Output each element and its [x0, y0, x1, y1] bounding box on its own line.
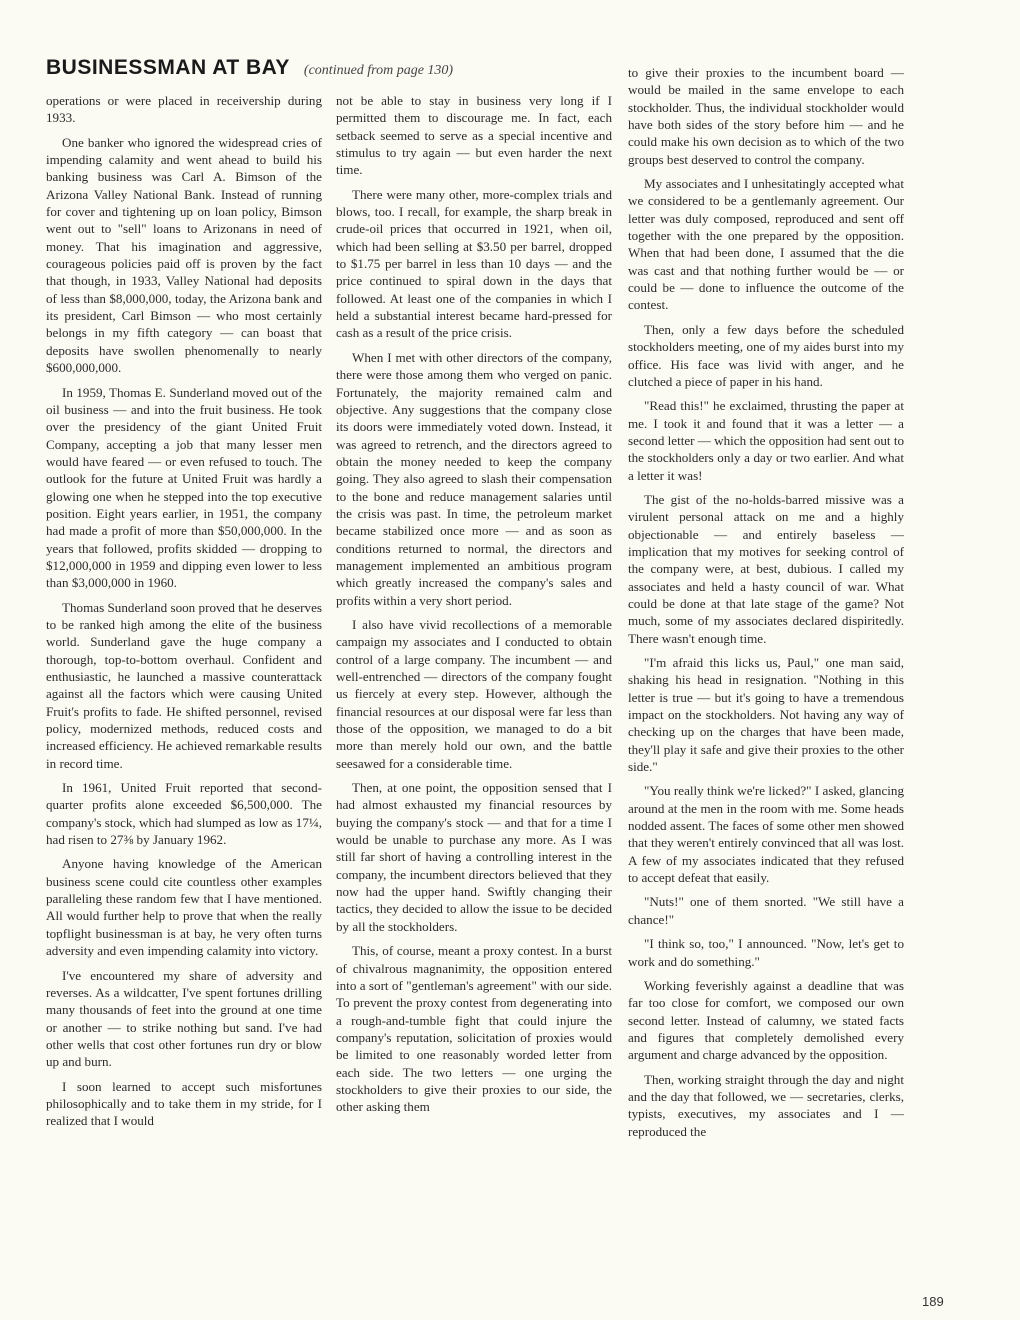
paragraph: "You really think we're licked?" I asked, glancing around at the men in the room with me. Some heads nodded assent. The faces of some other men showed that they weren't entirely convinced that all was lost. A few of my associates indicated that they refused to accept defeat that easily.	[628, 783, 904, 886]
article-header	[46, 56, 453, 80]
paragraph: "I'm afraid this licks us, Paul," one man said, shaking his head in resignation. "Nothing in this letter is true — but it's going to have a tremendous impact on the stockholders. Not having any way of checking up on the charges that have been made, they'll play it safe and give their proxies to the other side."	[628, 655, 904, 775]
paragraph: When I met with other directors of the company, there were those among them who verged on panic. Fortunately, the majority remained calm and objective. Any suggestions that the company close its doors were immediately voted down. Instead, it was agreed to retrench, and the directors agreed to obtain the money needed to keep the company going. They also agreed to slash their compensation to the bone and reduce management salaries until the crisis was past. In time, the petroleum market became stabilized once more — and as soon as conditions returned to normal, the directors and management implemented an ambitious program which greatly increased the company's sales and profits within a very short period.	[336, 349, 612, 608]
paragraph: This, of course, meant a proxy contest. In a burst of chivalrous magnanimity, the opposition entered into a sort of "gentleman's agreement" with our side. To prevent the proxy contest from degenerating into a rough-and-tumble fight that could injure the company's reputation, solicitation of proxies would be limited to one reasonably worded letter from each side. The two letters — one urging the stockholders to give their proxies to our side, the other asking them	[336, 943, 612, 1115]
text-column-1	[46, 92, 322, 1137]
continuation-note: (continued from page 130)	[303, 63, 454, 78]
paragraph: Then, working straight through the day and night and the day that followed, we — secretaries, clerks, typists, executives, my associates and I — reproduced the	[628, 1071, 904, 1139]
paragraph: I soon learned to accept such misfortunes philosophically and to take them in my stride, for I realized that I would	[46, 1078, 322, 1129]
paragraph: Thomas Sunderland soon proved that he deserves to be ranked high among the elite of the business world. Sunderland gave the huge company a thorough, top-to-bottom overhaul. Confident and enthusiastic, he launched a massive counterattack against all the factors which were causing United Fruit's profits to fade. He shifted personnel, revised policy, modernized methods, reduced costs and increased efficiency. He achieved remarkable results in record time.	[46, 599, 322, 771]
text-column-2	[336, 92, 612, 1123]
page-number: 189	[922, 1294, 944, 1309]
paragraph: "Nuts!" one of them snorted. "We still have a chance!"	[628, 894, 904, 927]
paragraph: My associates and I unhesitatingly accepted what we considered to be a gentlemanly agreement. Our letter was duly composed, reproduced and sent off together with the one prepared by the opposition. When that had been done, I assumed that the die was cast and that nothing further would be — or could be — done to influence the outcome of the contest.	[628, 176, 904, 313]
paragraph: I also have vivid recollections of a memorable campaign my associates and I conducted to obtain control of a large company. The incumbent — and well-entrenched — directors of the company fought us fiercely at every step. However, although the financial resources at our disposal were far less than those of the opposition, we managed to do a bit more than merely hold our own, and the battle seesawed for a considerable time.	[336, 616, 612, 771]
paragraph: Working feverishly against a deadline that was far too close for comfort, we composed our own second letter. Instead of calumny, we stated facts and figures that completely demolished every argument and charge advanced by the opposition.	[628, 977, 904, 1063]
paragraph: "Read this!" he exclaimed, thrusting the paper at me. I took it and found that it was a letter — a second letter — which the opposition had sent out to the stockholders only a day or two earlier. And what a letter it was!	[628, 398, 905, 483]
paragraph: In 1961, United Fruit reported that second-quarter profits alone exceeded $6,500,000. The company's stock, which had slumped as low as 17¼, had risen to 27⅜ by January 1962.	[46, 780, 322, 848]
paragraph: The gist of the no-holds-barred missive was a virulent personal attack on me and a highly objectionable — and entirely baseless — implication that my motives for seeking control of the company were, at best, dubious. I called my associates and held a hasty council of war. What could be done at that late stage of the game? Not much, some of my associates declared dispiritedly. There wasn't enough time.	[628, 491, 904, 646]
paragraph: Anyone having knowledge of the American business scene could cite countless other examples paralleling these random few that I have mentioned. All would further help to prove that when the really topflight businessman is at bay, he very often turns adversity and even impending calamity into victory.	[46, 856, 322, 959]
paragraph: There were many other, more-complex trials and blows, too. I recall, for example, the sharp break in crude-oil prices that occurred in 1921, when oil, which had been selling at $3.50 per barrel, dropped to $1.75 per barrel in less than 10 days — and the price continued to spiral down in the days that followed. At least one of the companies in which I held a substantial interest became hard-pressed for cash as a result of the price crisis.	[336, 186, 612, 341]
paragraph: operations or were placed in receivership during 1933.	[46, 93, 322, 126]
article-title: BUSINESSMAN AT BAY	[46, 56, 290, 79]
paragraph: One banker who ignored the widespread cries of impending calamity and went ahead to build his banking business was Carl A. Bimson of the Arizona Valley National Bank. Instead of running for cover and tightening up on loan policy, Bimson went out to "sell" loans to Arizonans in need of money. That his imagination and aggressive, courageous policies paid off is proven by the fact that though, in 1933, Valley National had deposits of less than $8,000,000, today, the Arizona bank and its president, Carl Bimson — who most certainly belongs in my fifth category — can boast that deposits have swollen phenomenally to nearly $600,000,000.	[46, 134, 322, 376]
paragraph: I've encountered my share of adversity and reverses. As a wildcatter, I've spent fortunes drilling many thousands of feet into the ground at one time or another — to strike nothing but sand. I've had other wells that cost other fortunes run dry or blow up and burn.	[46, 967, 322, 1070]
paragraph: Then, only a few days before the scheduled stockholders meeting, one of my aides burst into my office. His face was livid with anger, and he clutched a piece of paper in his hand.	[628, 321, 904, 389]
paragraph: not be able to stay in business very long if I permitted them to discourage me. In fact, each setback seemed to serve as a special incentive and stimulus to try again — but even harder the next time.	[336, 93, 612, 178]
paragraph: Then, at one point, the opposition sensed that I had almost exhausted my financial resources by buying the company's stock — and that for a time I would be unable to purchase any more. As I was still far short of having a controlling interest in the company, the incumbent directors believed that they now had the upper hand. Swiftly changing their tactics, they decided to allow the issue to be decided by all the stockholders.	[336, 780, 612, 934]
paragraph: "I think so, too," I announced. "Now, let's get to work and do something."	[628, 936, 904, 969]
paragraph: In 1959, Thomas E. Sunderland moved out of the oil business — and into the fruit business. He took over the presidency of the giant United Fruit Company, accepting a job that many lesser men would have feared — or even refused to touch. The outlook for the future at United Fruit was hardly a glowing one when he stepped into the top executive position. Eight years earlier, in 1951, the company had made a profit of more than $50,000,000. In the years that followed, profits skidded — dropping to $12,000,000 in 1959 and dipping even lower to less than $3,000,000 in 1960.	[46, 384, 322, 591]
text-column-3	[628, 64, 904, 1147]
paragraph: to give their proxies to the incumbent board — would be mailed in the same envelope to each stockholder. Thus, the individual stockholder would have both sides of the story before him — and he could make his own decision as to which of the two groups best deserved to control the company.	[628, 65, 904, 167]
